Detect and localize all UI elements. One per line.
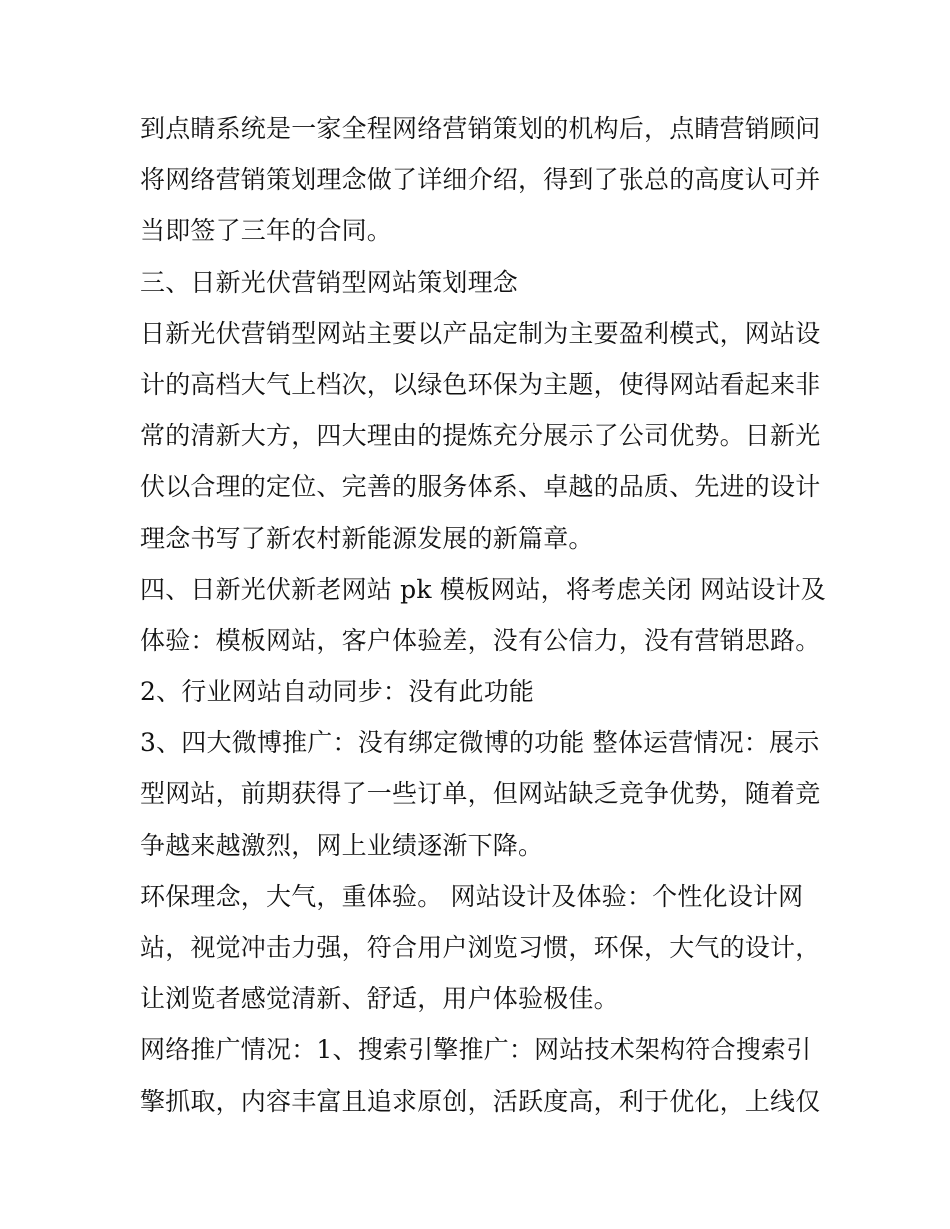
text-line: 三、日新光伏营销型网站策划理念	[140, 267, 519, 297]
document-page	[140, 103, 826, 1127]
paragraph-contract	[140, 103, 820, 257]
text-line: 到点睛系统是一家全程网络营销策划的机构后，点睛营销顾问	[140, 114, 821, 143]
text-line: 站，视觉冲击力强，符合用户浏览习惯，环保，大气的设计，	[140, 933, 821, 962]
text-line: 擎抓取，内容丰富且追求原创，活跃度高，利于优化，上线仅	[140, 1086, 821, 1116]
text-line: 型网站，前期获得了一些订单，但网站缺乏竞争优势，随着竞	[140, 779, 821, 809]
paragraph-item-3	[140, 717, 820, 871]
text-line: 网络推广情况：1、搜索引擎推广：网站技术架构符合搜索引	[140, 1035, 812, 1065]
text-line: 让浏览者感觉清新、舒适，用户体验极佳。	[140, 984, 619, 1014]
paragraph-promotion	[140, 1024, 820, 1126]
text-line: 体验：模板网站，客户体验差，没有公信力，没有营销思路。	[140, 625, 821, 655]
paragraph-concept	[140, 308, 820, 564]
section-heading-3	[140, 257, 820, 308]
paragraph-design	[140, 871, 820, 1025]
text-line: 四、日新光伏新老网站 pk 模板网站，将考虑关闭 网站设计及	[140, 574, 826, 604]
text-line: 伏以合理的定位、完善的服务体系、卓越的品质、先进的设计	[140, 472, 821, 502]
text-line: 环保理念，大气，重体验。 网站设计及体验：个性化设计网	[140, 881, 804, 911]
text-line: 争越来越激烈，网上业绩逐渐下降。	[140, 830, 544, 860]
paragraph-item-2	[140, 666, 820, 717]
text-line: 计的高档大气上档次，以绿色环保为主题，使得网站看起来非	[140, 369, 821, 399]
text-line: 将网络营销策划理念做了详细介绍，得到了张总的高度认可并	[140, 165, 821, 195]
text-line: 2、行业网站自动同步：没有此功能	[140, 677, 535, 707]
text-line: 3、四大微博推广：没有绑定微博的功能 整体运营情况：展示	[140, 728, 820, 758]
paragraph-comparison	[140, 564, 826, 666]
text-line: 当即签了三年的合同。	[140, 216, 393, 246]
text-line: 常的清新大方，四大理由的提炼充分展示了公司优势。日新光	[140, 421, 821, 451]
text-line: 理念书写了新农村新能源发展的新篇章。	[140, 523, 594, 553]
text-line: 日新光伏营销型网站主要以产品定制为主要盈利模式，网站设	[140, 318, 821, 348]
